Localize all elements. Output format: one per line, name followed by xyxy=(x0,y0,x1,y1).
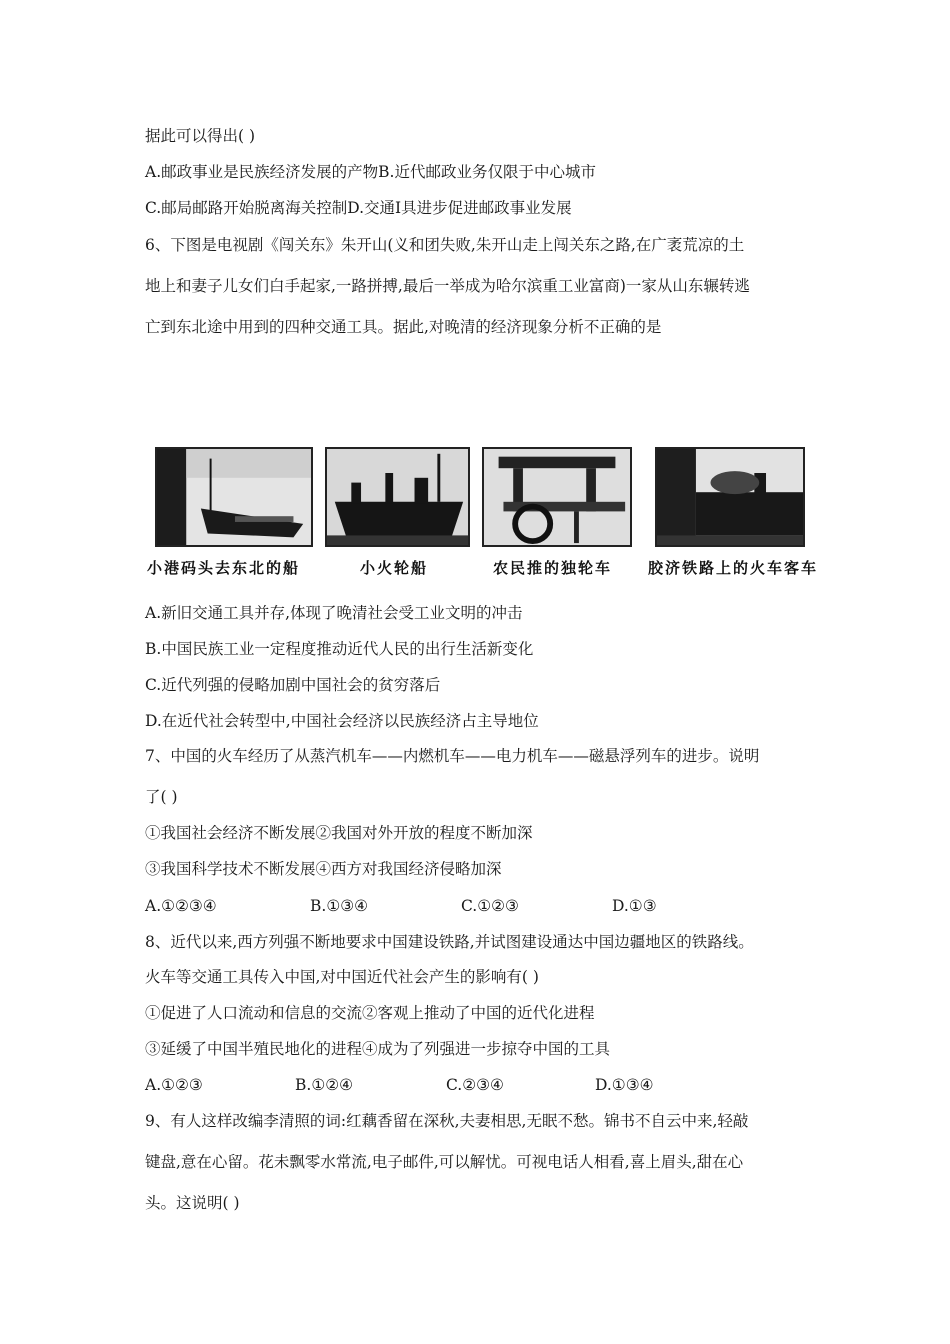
q8-statements-2: ③延缓了中国半殖民地化的进程④成为了列强进一步掠夺中国的工具 xyxy=(145,1040,611,1058)
q5-option-ab: A.邮政事业是民族经济发展的产物B.近代邮政业务仅限于中心城市 xyxy=(145,163,596,181)
question-9-line-1: 9、有人这样改编李清照的词:红藕香留在深秋,夫妻相思,无眠不愁。锦书不自云中来,轻敲 xyxy=(145,1112,749,1130)
question-stem-5: 据此可以得出( ) xyxy=(145,127,256,145)
q6-option-b: B.中国民族工业一定程度推动近代人民的出行生活新变化 xyxy=(145,640,534,658)
q8-option-d: D.①③④ xyxy=(595,1076,654,1094)
q6-option-d: D.在近代社会转型中,中国社会经济以民族经济占主导地位 xyxy=(145,712,539,730)
q7-option-a: A.①②③④ xyxy=(145,897,217,915)
question-9-line-2: 键盘,意在心留。花未飘零水常流,电子邮件,可以解忧。可视电话人相看,喜上眉头,甜在心 xyxy=(145,1153,744,1171)
train-photo xyxy=(655,447,805,547)
steamship-photo xyxy=(325,447,470,547)
q5-option-cd: C.邮局邮路开始脱离海关控制D.交通Ⅰ具进步促进邮政事业发展 xyxy=(145,199,572,217)
wheelbarrow-photo xyxy=(482,447,632,547)
boat-photo xyxy=(155,447,313,547)
q8-option-b: B.①②④ xyxy=(295,1076,354,1094)
q7-statements-1: ①我国社会经济不断发展②我国对外开放的程度不断加深 xyxy=(145,824,533,842)
question-8-line-2: 火车等交通工具传入中国,对中国近代社会产生的影响有( ) xyxy=(145,968,539,986)
q8-statements-1: ①促进了人口流动和信息的交流②客观上推动了中国的近代化进程 xyxy=(145,1004,595,1022)
question-8-line-1: 8、近代以来,西方列强不断地要求中国建设铁路,并试图建设通达中国边疆地区的铁路线。 xyxy=(145,933,754,951)
q6-option-c: C.近代列强的侵略加剧中国社会的贫穷落后 xyxy=(145,676,441,694)
q8-option-a: A.①②③ xyxy=(145,1076,203,1094)
q7-statements-2: ③我国科学技术不断发展④西方对我国经济侵略加深 xyxy=(145,860,502,878)
question-6-line-1: 6、下图是电视剧《闯关东》朱开山(义和团失败,朱开山走上闯关东之路,在广袤荒凉的土 xyxy=(145,236,745,254)
question-7-line-2: 了( ) xyxy=(145,788,178,806)
question-6-line-2: 地上和妻子儿女们白手起家,一路拼搏,最后一举成为哈尔滨重工业富商)一家从山东辗转逃 xyxy=(145,277,750,295)
q8-option-c: C.②③④ xyxy=(446,1076,504,1094)
caption-steamship: 小火轮船 xyxy=(360,559,429,577)
q7-option-d: D.①③ xyxy=(612,897,657,915)
q6-option-a: A.新旧交通工具并存,体现了晚清社会受工业文明的冲击 xyxy=(145,604,523,622)
question-9-line-3: 头。这说明( ) xyxy=(145,1194,240,1212)
question-6-line-3: 亡到东北途中用到的四种交通工具。据此,对晚清的经济现象分析不正确的是 xyxy=(145,318,662,336)
caption-wheelbarrow: 农民推的独轮车 xyxy=(493,559,613,577)
q7-option-c: C.①②③ xyxy=(461,897,519,915)
question-7-line-1: 7、中国的火车经历了从蒸汽机车——内燃机车——电力机车——磁悬浮列车的进步。说明 xyxy=(145,747,760,765)
q7-option-b: B.①③④ xyxy=(310,897,369,915)
caption-train: 胶济铁路上的火车客车 xyxy=(648,559,819,577)
transport-figure xyxy=(147,447,835,582)
caption-boat: 小港码头去东北的船 xyxy=(147,559,301,577)
